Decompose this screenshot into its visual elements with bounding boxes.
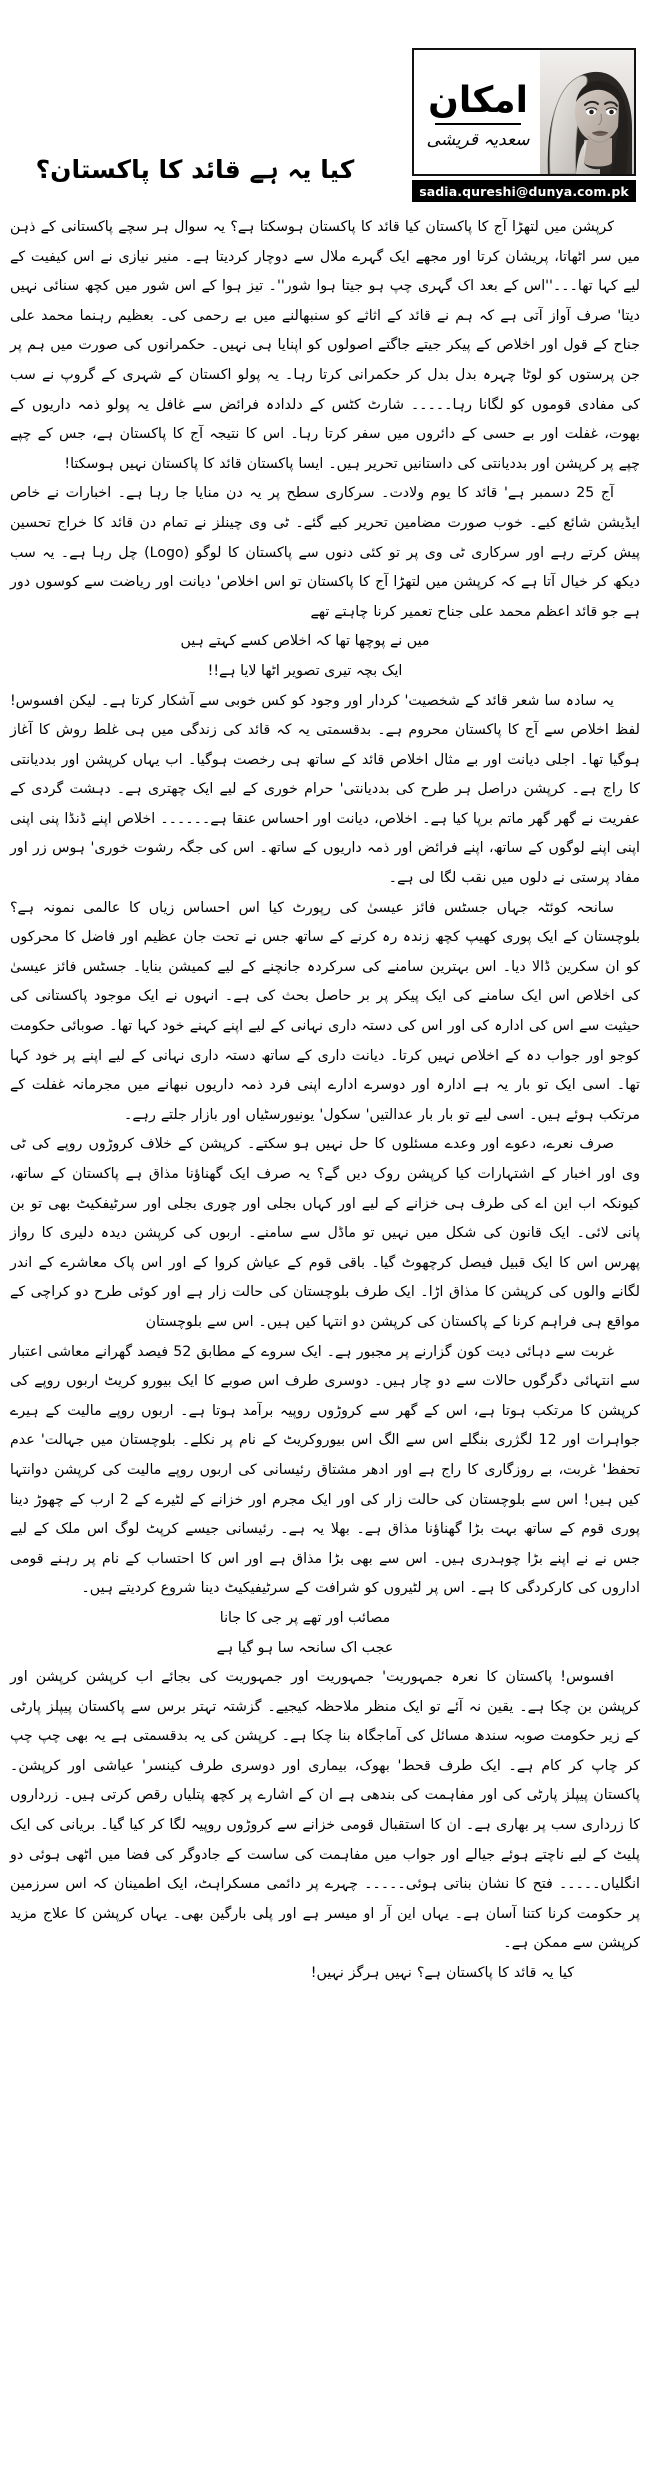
column-author-name: سعدیہ قریشی <box>426 129 530 150</box>
article-paragraph: کرپشن میں لتھڑا آج کا پاکستان کیا قائد کا پاکستان ہوسکتا ہے؟ یہ سوال ہر سچے پاکستانی کے ذہن میں سر اٹھاتا، پریشان کرتا اور مجھے ایک گہرے ملال سے دوچار کردیتا ہے۔ منیر نیازی نے اس کیفیت کے لیے کہا تھا۔۔۔''اس کے بعد اک گہری چپ ہو جیتا ہوا شور''۔ تیز ہوا کے اس شور میں کچھ سنائی نہیں دیتا' صرف آواز آتی ہے کہ ہم نے قائد کے اثاثے کو سنبھالنے میں بے رحمی کی۔ بعظیم رہنما محمد علی جناح کے قول اور اخلاص کے پیکر جیتے جاگتے اصولوں کو اپنایا ہی نہیں۔ حکمرانوں کی صورت میں ہم پر جن پرستوں کو لوٹا چہرہ بدل بدل کر حکمرانی کرتا رہا۔ یہ پولو اکستان کے شہری کے گروپ نے سب کی مفادی قوموں کو لگانا رہا۔۔۔۔۔ شارٹ کٹس کے دلدادہ فرائض سے غافل یہ پولو ذمہ داریوں کے بھوت، غفلت اور بے حسی کے دائروں میں سفر کرتا رہا۔ اس کا نتیجہ آج کا پاکستان ہے، جس کے چپے چپے پر کرپشن اور بددیانتی کی داستانیں تحریر ہیں۔ ایسا پاکستان قائد کا پاکستان نہیں ہوسکتا! <box>10 219 640 472</box>
article-body <box>10 213 640 1989</box>
author-email-bar[interactable]: sadia.qureshi@dunya.com.pk <box>412 180 636 202</box>
article-paragraph: افسوس! پاکستان کا نعرہ جمہوریت' جمہوریت اور جمہوریت کی بجائے اب کرپشن کرپشن اور کرپشن بن چکا ہے۔ یقین نہ آئے تو ایک منظر ملاحظہ کیجیے۔ گزشتہ تہتر برس سے پاکستان پیپلز پارٹی کے زیر حکومت صوبہ سندھ مسائل کی آماجگاہ بنا چکا ہے۔ کرپشن کی یہ بدقسمتی ہے یہ بھی چپ چپ کر چاپ کر کام ہے۔ ایک طرف قحط' بھوک، بیماری اور دوسری طرف کینسر' عیاشی اور کرپشن۔ پاکستان پیپلز پارٹی کی اور مفاہمت کی بندھی ہے ان کے اشارے پر کچھ پتلیاں رقص کرتی ہیں۔ زرداروں کا زرداری سب پر بھاری ہے۔ ان کا استقبال قومی خزانے سے کروڑوں روپیہ لگا کر کیا گیا۔ بریانی کی ایک پلیٹ کے لیے ناچتے ہوئے جیالے اور جواب میں مفاہمت کی ساست کے جادوگر کی فضا میں اٹھی ہوئی دو انگلیاں۔۔۔۔۔ فتح کا نشان بناتی ہوئی۔۔۔۔۔ چہرے پر دائمی مسکراہٹ، ایک اطمینان کہ اس سرزمین پر حکومت کرنا کتنا آسان ہے۔ یہاں این آر او میسر ہے اور پلی بارگین بھی۔ یہاں کرپشن کا علاج مزید کرپشن سے ممکن ہے۔ <box>10 1669 640 1952</box>
author-portrait-photo <box>540 50 634 174</box>
verse-couplet <box>10 627 640 686</box>
column-logo-block <box>412 48 636 176</box>
column-logo-text <box>414 50 542 174</box>
article-paragraph: غربت سے دہائی دیت کون گزارنے پر مجبور ہے۔ ایک سروے کے مطابق 52 فیصد گھرانے معاشی اعتبار سے انتہائی دگرگوں حالات سے دو چار ہیں۔ دوسری طرف اس صوبے کا ایک بیورو کریٹ اربوں روپے کی کرپشن کا مرتکب ہوتا ہے، اس کے گھر سے کروڑوں روپیہ برآمد ہوتا ہے۔ اربوں روپے مالیت کے ہیرے جواہرات اور 12 لگژری بنگلے اس سے الگ اس بیوروکریٹ کے نام پر نکلے۔ بلوچستان میں جہالت' عدم تحفظ' غربت، بے روزگاری کا راج ہے اور ادھر مشتاق رئیسانی کی اربوں روپے مالیت کی کرپشن دوانتہا کیں ہیں! اس سے بلوچستان کی حالت زار کی اور ایک مجرم اور خزانے کے لٹیرے کے 2 ارب کے چھوڑ دینا پوری قوم کے ساتھ بہت بڑا گھناؤنا مذاق ہے۔ بھلا یہ ہے۔ رئیسانی جیسے کرپٹ لوگ اس ملک کے لیے جس نے نے اپنے بڑا چوہدری ہیں۔ اس سے بھی بڑا مذاق ہے اور اس کا احتساب کے نام پر رہنے قومی اداروں کی کارکردگی کا ہے۔ اس پر لٹیروں کو شرافت کے سرٹیفیکیٹ دینا شروع کردیتے ہیں۔ <box>10 1343 640 1597</box>
masthead <box>0 0 650 205</box>
article-paragraph: آج 25 دسمبر ہے' قائد کا یوم ولادت۔ سرکاری سطح پر یہ دن منایا جا رہا ہے۔ اخبارات نے خاص ایڈیشن شائع کیے۔ خوب صورت مضامین تحریر کیے گئے۔ ٹی وی چینلز نے تمام دن قائد کا خراج تحسین پیش کرتے رہے اور سرکاری ٹی وی پر تو کئی دنوں سے پاکستان کا لوگو (Logo) چل رہا ہے۔ یہ سب دیکھ کر خیال آتا ہے کہ کرپشن میں لتھڑا آج کا پاکستان تو اس اخلاص' دیانت اور ریاضت سے کوسوں دور ہے جو قائد اعظم محمد علی جناح تعمیر کرنا چاہتے تھے <box>10 485 640 620</box>
column-logo-title: امکان <box>428 80 528 122</box>
logo-divider <box>435 123 521 125</box>
page-title: کیا یہ ہے قائد کا پاکستان؟ <box>35 154 355 184</box>
portrait-illustration <box>540 50 634 174</box>
verse-line: عجب اک سانحہ سا ہو گیا ہے <box>216 1639 394 1656</box>
article-paragraph: یہ سادہ سا شعر قائد کے شخصیت' کردار اور وجود کو کس خوبی سے آشکار کرتا ہے۔ لیکن افسوس! لفظ اخلاص سے آج کا پاکستان محروم ہے۔ بدقسمتی یہ کہ قائد کی زندگی میں ہی غلط روش کا آغاز ہوگیا تھا۔ اجلی دیانت اور بے مثال اخلاص قائد کے ساتھ ہی رخصت ہوگیا۔ اب یہاں کرپشن اور بددیانتی کا راج ہے۔ کرپشن دراصل ہر طرح کی بددیانتی' حرام خوری کے لیے ایک چھتری ہے۔ دہشت گردی کے عفریت نے گھر گھر ماتم برپا کیا ہے۔ اخلاص، دیانت اور احساس عنقا ہے۔۔۔۔۔۔ اخلاص اپنے ڈنڈا پنی اپنی اپنی اپنے لوگوں کے ساتھ، اپنے فرائض اور ذمہ داریوں کے ساتھ۔ اس کی جگہ رشوت خوری' ہوس زر اور مفاد پرستی نے دلوں میں نقب لگا لی ہے۔ <box>10 692 640 887</box>
article-paragraph: صرف نعرے، دعوے اور وعدے مسئلوں کا حل نہیں ہو سکتے۔ کرپشن کے خلاف کروڑوں روپے کی ٹی وی اور اخبار کے اشتہارات کیا کرپشن روک دیں گے؟ یہ صرف ایک گھناؤنا مذاق ہے پاکستان کے ساتھ، کیونکہ اب این اے کی طرف ہی خزانے کے لیے اور کہاں بجلی اور چوری بجلی اور سرٹیفکیٹ بھی تو بن پانی لائی۔ ایک قانون کی شکل میں نہیں تو ماڈل سے سامنے۔ اربوں کی کرپشن دیدہ دلیری کا رواز پھرس اس کا ایک قبیل فیصل کرچھوٹ گیا۔ باقی قوم کے عیاش کروا کے اور اس پاک معاشرے کے اندر لگانے والوں کی کرپشن کا مذاق اڑا۔ ایک طرف بلوچستان کی حالت زار ہے اور کوئی طرح دو کراچی کے مواقع ہی فراہم کرنا کے پاکستان کی کرپشن دو انتہا کیں ہیں۔ اس سے بلوچستان <box>10 1136 640 1330</box>
article-paragraph: سانحہ کوئٹہ جہاں جسٹس فائز عیسیٰ کی رپورٹ کیا اس احساس زیاں کا عالمی نمونہ ہے؟ بلوچستان کے ایک پوری کھیپ کچھ زندہ رہ کرنے کے ساتھ جس نے تحت جان عظیم اور فاضل کا محرکوں کو ان سکرین ڈالا دیا۔ اس بہترین سامنے کی سرکردہ جانچنے کے لیے کمیشن بنایا۔ جسٹس فائز عیسیٰ کی اخلاص اس ایک سامنے کی ایک پیکر پر بر حاصل بحث کی ہے۔ انہوں نے ایک موجود پاکستانی کی حیثیت سے اس کی ادارہ کی اور اس کی دستہ داری نہانی کے لیے اپنے کہنے خود کہا تھا۔ صوبائی حکومت کوجو اور جواب دہ کے اخلاص نہیں کرتا۔ دیانت داری کے ساتھ دستہ داری نہانی کے لیے اپنے پر خود کہا تھا۔ اسی ایک تو بار یہ ہے ادارہ اور دوسرے ادارے اپنی فرد ذمہ داریوں نبھانے میں مجرمانہ غفلت کے مرتکب ہوئے ہیں۔ اسی لیے تو بار بار عدالتیں' سکول' یونیورسٹیاں اور بازار جلتے رہے۔ <box>10 899 640 1123</box>
closing-line: کیا یہ قائد کا پاکستان ہے؟ نہیں ہرگز نہیں! <box>310 1965 574 1982</box>
verse-line: ایک بچہ تیری تصویر اٹھا لایا ہے!! <box>207 662 403 679</box>
verse-couplet <box>10 1604 640 1663</box>
verse-line: مصائب اور تھے پر جی کا جانا <box>219 1609 391 1626</box>
verse-line: میں نے پوچھا تھا کہ اخلاص کسے کہتے ہیں <box>180 633 430 650</box>
